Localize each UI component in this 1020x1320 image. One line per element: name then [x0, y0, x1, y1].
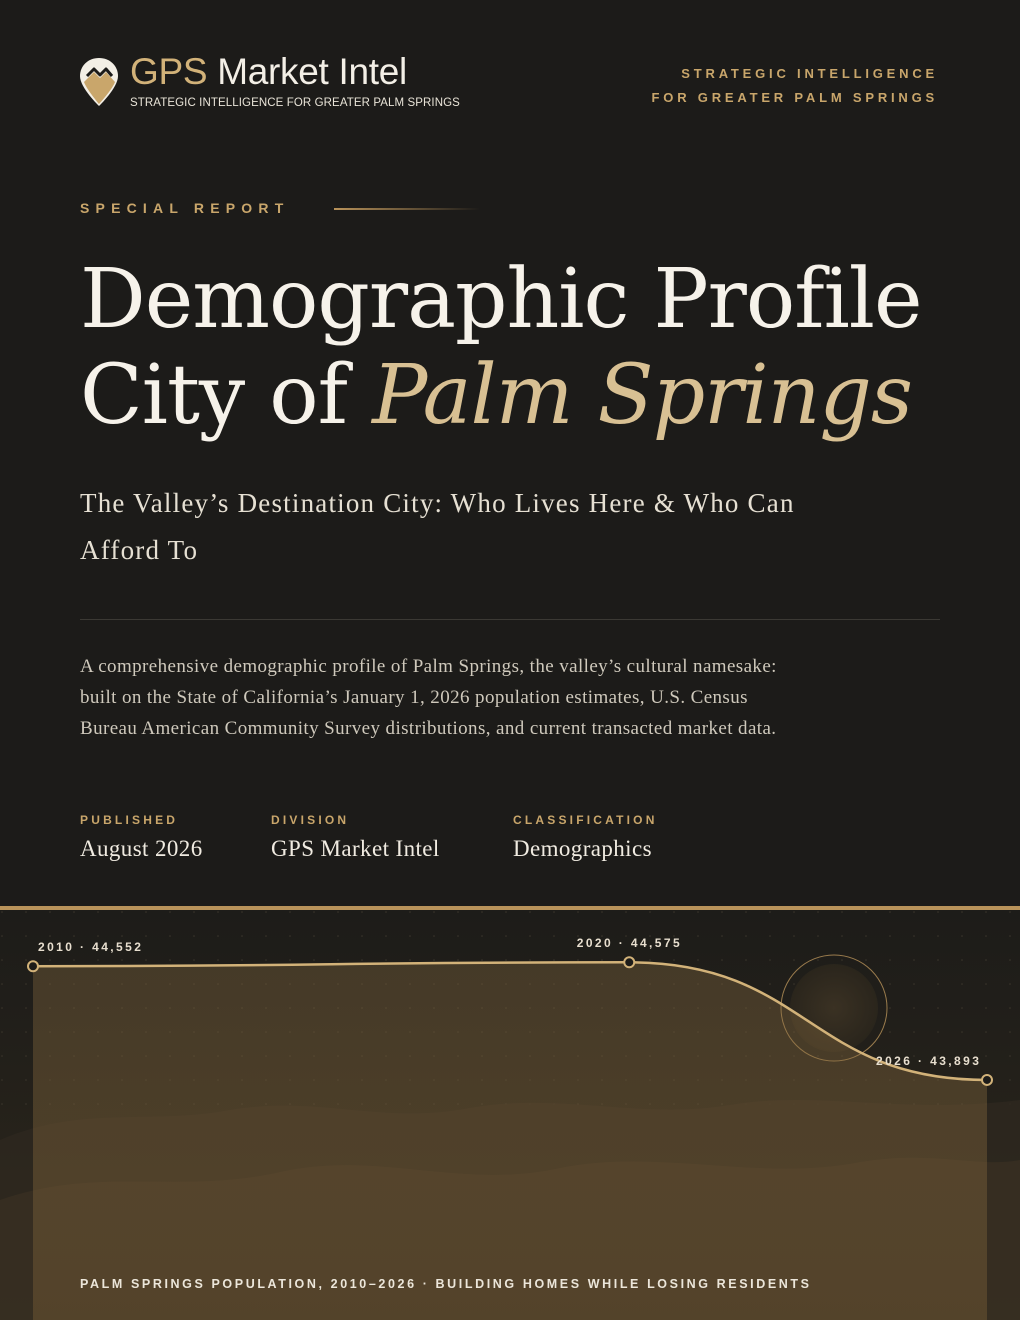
data-label-2010: 2010 · 44,552 [38, 940, 144, 955]
published-label: PUBLISHED [80, 813, 179, 827]
title-line1: Demographic Profile [80, 252, 922, 347]
divider [80, 619, 940, 620]
header-tagline [652, 62, 938, 110]
classification-value: Demographics [513, 836, 652, 861]
published-value: August 2026 [80, 836, 203, 861]
header-tagline-line2: FOR GREATER PALM SPRINGS [651, 90, 938, 105]
kicker-rule [334, 208, 480, 210]
title-line2-plain: City of [80, 348, 373, 443]
data-label-2026: 2026 · 43,893 [876, 1053, 982, 1068]
intro-paragraph: A comprehensive demographic profile of Palm Springs, the valley’s cultural namesake: built on the State of California’s January 1, 2026 population estimates, U.S. Census Bureau American Community Survey distributions, and current transacted market data. [80, 656, 777, 739]
page-title [80, 252, 922, 444]
page-subtitle: The Valley’s Destination City: Who Lives Here & Who Can Afford To [80, 488, 795, 565]
population-chart [0, 910, 1020, 1320]
data-point-2020 [624, 957, 634, 967]
brand-name [130, 52, 407, 92]
brand-name-gps: GPS [130, 51, 208, 92]
data-label-2020: 2020 · 44,575 [576, 936, 683, 951]
location-pin-mountain-icon [78, 56, 120, 108]
classification-label: CLASSIFICATION [513, 813, 658, 827]
chart-caption: PALM SPRINGS POPULATION, 2010–2026 · BUILDING HOMES WHILE LOSING RESIDENTS [80, 1277, 812, 1291]
division-label: DIVISION [271, 813, 350, 827]
title-line2-accent: Palm Springs [372, 348, 912, 443]
header-tagline-line1: STRATEGIC INTELLIGENCE [681, 66, 938, 81]
title-line2 [80, 348, 922, 444]
data-point-2026 [982, 1075, 992, 1085]
brand-name-rest: Market Intel [207, 51, 407, 92]
brand-tagline: STRATEGIC INTELLIGENCE FOR GREATER PALM SPRINGS [130, 97, 460, 109]
division-value: GPS Market Intel [271, 836, 440, 861]
report-kicker: SPECIAL REPORT [80, 200, 290, 216]
data-point-2010 [28, 961, 38, 971]
